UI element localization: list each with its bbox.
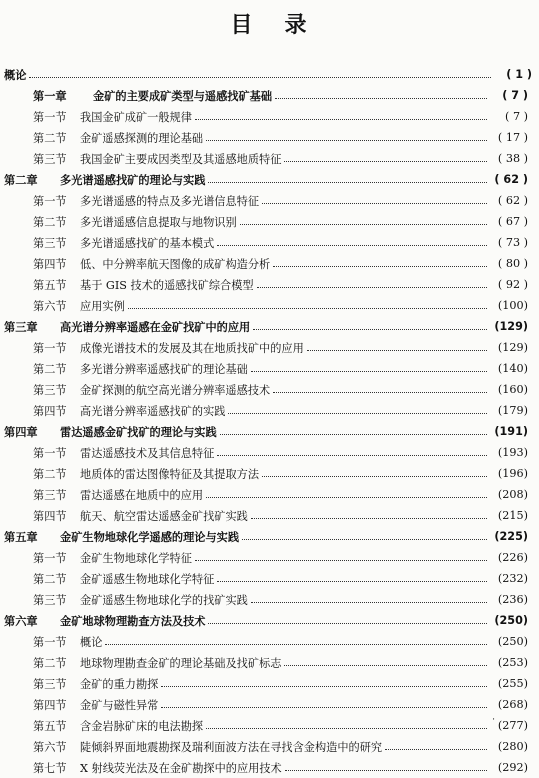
toc-section-row[interactable]: [0, 652, 528, 673]
toc-leader-dots: [275, 98, 487, 99]
toc-entry-label: 第六节: [33, 740, 67, 754]
toc-entry-title: 金矿与磁性异常: [80, 698, 159, 712]
toc-leader-dots: [206, 140, 487, 141]
toc-leader-dots: [251, 602, 487, 603]
toc-section-row[interactable]: [0, 463, 528, 484]
toc-entry-label: 第一节: [33, 446, 67, 460]
toc-section-row[interactable]: [0, 232, 528, 253]
toc-chapter-row[interactable]: [0, 316, 528, 337]
toc-entry-title: 金矿遥感生物地球化学特征: [80, 572, 215, 586]
toc-entry-label: 第二节: [33, 572, 67, 586]
toc-page-number: (226): [497, 551, 528, 564]
toc-page-number: (268): [497, 698, 528, 711]
toc-leader-dots: [253, 329, 487, 330]
toc-page-number: (232): [497, 572, 528, 585]
toc-leader-dots: [128, 308, 487, 309]
toc-section-row[interactable]: [0, 400, 528, 421]
toc-entry-label: 第一节: [33, 551, 67, 565]
toc-entry-title: 多光谱遥感找矿的基本模式: [80, 236, 215, 250]
toc-leader-dots: [195, 560, 487, 561]
toc-section-row[interactable]: [0, 589, 528, 610]
toc-page-number: (196): [497, 467, 528, 480]
toc-entry-label: 第一节: [33, 635, 67, 649]
toc-page-number: (208): [497, 488, 528, 501]
toc-section-row[interactable]: [0, 442, 528, 463]
toc-page-number: (253): [497, 656, 528, 669]
toc-leader-dots: [251, 371, 487, 372]
toc-leader-dots: [105, 644, 487, 645]
toc-entry-label: 第三节: [33, 236, 67, 250]
toc-section-row[interactable]: [0, 211, 528, 232]
toc-section-row[interactable]: [0, 736, 528, 757]
toc-section-row[interactable]: [0, 358, 528, 379]
toc-entry-label: 第二节: [33, 656, 67, 670]
toc-entry-title: 我国金矿主要成因类型及其遥感地质特征: [80, 152, 282, 166]
toc-page-number: ( 67 ): [497, 215, 528, 228]
toc-section-row[interactable]: [0, 148, 528, 169]
toc-page-number: ( 62 ): [494, 173, 528, 186]
toc-entry-label: 第五节: [33, 719, 67, 733]
toc-section-row[interactable]: [0, 127, 528, 148]
toc-section-row[interactable]: [0, 631, 528, 652]
toc-entry-title: 高光谱分辨率遥感在金矿找矿中的应用: [60, 320, 251, 334]
toc-leader-dots: [284, 161, 487, 162]
corner-mark: ·: [492, 715, 495, 725]
toc-entry-label: 第二节: [33, 362, 67, 376]
toc-entry-title: 多光谱遥感信息提取与地物识别: [80, 215, 237, 229]
toc-entry-title: 概论: [4, 68, 27, 82]
toc-section-row[interactable]: [0, 274, 528, 295]
toc-section-row[interactable]: [0, 568, 528, 589]
toc-leader-dots: [29, 77, 491, 78]
toc-entry-title: 含金岩脉矿床的电法勘探: [80, 719, 204, 733]
toc-entry-title: 多光谱遥感找矿的理论与实践: [60, 173, 206, 187]
toc-section-row[interactable]: [0, 253, 528, 274]
toc-leader-dots: [284, 665, 487, 666]
toc-section-row[interactable]: [0, 673, 528, 694]
title-char-2: 录: [284, 13, 309, 38]
toc-entry-title: 基于 GIS 技术的遥感找矿综合模型: [80, 278, 254, 292]
toc-entry-title: 陡倾斜界面地震勘探及瑞利面波方法在寻找含金构造中的研究: [80, 740, 383, 754]
toc-entry-label: 第一节: [33, 194, 67, 208]
toc-entry-title: 地质体的雷达图像特征及其提取方法: [80, 467, 260, 481]
toc-entry-title: 金矿的主要成矿类型与遥感找矿基础: [93, 89, 273, 103]
toc-leader-dots: [220, 434, 487, 435]
toc-entry-title: 金矿生物地球化学遥感的理论与实践: [60, 530, 240, 544]
toc-page-number: (280): [497, 740, 528, 753]
toc-entry-label: 第六节: [33, 299, 67, 313]
toc-entry-label: 第四章: [4, 425, 38, 439]
toc-leader-dots: [285, 770, 487, 771]
toc-page-number: (193): [497, 446, 528, 459]
toc-page-number: (160): [497, 383, 528, 396]
toc-entry-title: 金矿的重力勘探: [80, 677, 159, 691]
page-title: [0, 8, 539, 39]
toc-page-number: (129): [497, 341, 528, 354]
toc-leader-dots: [240, 224, 487, 225]
toc-leader-dots: [206, 728, 487, 729]
toc-page-number: (277): [497, 719, 528, 732]
toc-page-number: (140): [497, 362, 528, 375]
toc-leader-dots: [208, 623, 487, 624]
toc-entry-label: 第五节: [33, 278, 67, 292]
toc-entry-title: 我国金矿成矿一般规律: [80, 110, 192, 124]
toc-page-number: (191): [494, 425, 528, 438]
toc-leader-dots: [161, 707, 487, 708]
toc-page-number: (250): [497, 635, 528, 648]
toc-entry-label: 第四节: [33, 698, 67, 712]
toc-leader-dots: [273, 266, 487, 267]
toc-page-number: ( 73 ): [497, 236, 528, 249]
toc-page-number: (179): [497, 404, 528, 417]
toc-entry-title: 多光谱分辨率遥感找矿的理论基础: [80, 362, 248, 376]
toc-section-row[interactable]: [0, 484, 528, 505]
toc-section-row[interactable]: [0, 547, 528, 568]
toc-leader-dots: [257, 287, 487, 288]
toc-entry-label: 第三节: [33, 488, 67, 502]
toc-page-number: ( 92 ): [497, 278, 528, 291]
toc-entry-label: 第三节: [33, 152, 67, 166]
toc-entry-label: 第二节: [33, 131, 67, 145]
toc-leader-dots: [242, 539, 487, 540]
toc-entry-label: 第四节: [33, 509, 67, 523]
toc-entry-title: 低、中分辨率航天图像的成矿构造分析: [80, 257, 271, 271]
toc-leader-dots: [161, 686, 487, 687]
toc-section-row[interactable]: [0, 757, 528, 778]
toc-entry-label: 第六章: [4, 614, 38, 628]
toc-chapter-row[interactable]: [0, 526, 528, 547]
toc-entry-label: 第二章: [4, 173, 38, 187]
toc-page-number: ( 38 ): [497, 152, 528, 165]
toc-entry-title: 金矿遥感生物地球化学的找矿实践: [80, 593, 248, 607]
toc-entry-label: 第二节: [33, 215, 67, 229]
toc-page-number: ( 80 ): [497, 257, 528, 270]
toc-section-row[interactable]: [0, 694, 528, 715]
toc-page-number: (292): [497, 761, 528, 774]
toc-entry-title: 金矿遥感探测的理论基础: [80, 131, 204, 145]
toc-entry-label: 第二节: [33, 467, 67, 481]
toc-leader-dots: [251, 518, 487, 519]
toc-page-number: ( 7 ): [505, 110, 528, 123]
toc-entry-title: 概论: [80, 635, 103, 649]
toc-leader-dots: [385, 749, 487, 750]
toc-entry-title: 金矿地球物理勘查方法及技术: [60, 614, 206, 628]
toc-entry-label: 第三节: [33, 677, 67, 691]
toc-page-number: (236): [497, 593, 528, 606]
toc-page-number: ( 7 ): [502, 89, 528, 102]
toc-entry-label: 第三节: [33, 593, 67, 607]
toc-page-number: (225): [494, 530, 528, 543]
toc-entry-title: 多光谱遥感的特点及多光谱信息特征: [80, 194, 260, 208]
toc-page-number: (129): [494, 320, 528, 333]
toc-section-row[interactable]: [0, 379, 528, 400]
toc-section-row[interactable]: [0, 505, 528, 526]
toc-entry-title: 雷达遥感技术及其信息特征: [80, 446, 215, 460]
toc-chapter-row[interactable]: [0, 85, 528, 106]
toc-leader-dots: [307, 350, 487, 351]
toc-chapter-row[interactable]: [0, 169, 528, 190]
toc-page-number: (215): [497, 509, 528, 522]
toc-section-row[interactable]: [0, 715, 528, 736]
toc-section-row[interactable]: [0, 337, 528, 358]
toc-entry-title: 金矿生物地球化学特征: [80, 551, 192, 565]
toc-entry-label: 第一节: [33, 341, 67, 355]
toc-entry-label: 第四节: [33, 257, 67, 271]
toc-entry-title: 应用实例: [80, 299, 125, 313]
toc-leader-dots: [217, 245, 487, 246]
toc-section-row[interactable]: [0, 190, 528, 211]
toc-leader-dots: [262, 203, 487, 204]
toc-leader-dots: [273, 392, 487, 393]
toc-page-number: (255): [497, 677, 528, 690]
toc-entry-title: 成像光谱技术的发展及其在地质找矿中的应用: [80, 341, 304, 355]
toc-entry-title: 雷达遥感在地质中的应用: [80, 488, 204, 502]
toc-entry-label: 第三章: [4, 320, 38, 334]
toc-leader-dots: [217, 581, 487, 582]
toc-page-number: ( 62 ): [497, 194, 528, 207]
toc-chapter-row[interactable]: [0, 421, 528, 442]
toc-entry-label: 第七节: [33, 761, 67, 775]
toc-entry-title: 地球物理勘查金矿的理论基础及找矿标志: [80, 656, 282, 670]
toc-entry-title: 雷达遥感金矿找矿的理论与实践: [60, 425, 217, 439]
toc-entry-title: 航天、航空雷达遥感金矿找矿实践: [80, 509, 248, 523]
toc-leader-dots: [217, 455, 487, 456]
toc-leader-dots: [262, 476, 487, 477]
toc-page-number: (100): [497, 299, 528, 312]
toc-entry-label: 第一节: [33, 110, 67, 124]
title-char-1: 目: [230, 13, 255, 38]
toc-entry-title: X 射线荧光法及在金矿勘探中的应用技术: [80, 761, 282, 775]
toc-entry-label: 第三节: [33, 383, 67, 397]
toc-leader-dots: [195, 119, 487, 120]
toc-page-number: (250): [494, 614, 528, 627]
toc-leader-dots: [228, 413, 487, 414]
toc-entry-label: 第四节: [33, 404, 67, 418]
toc-entry-title: 金矿探测的航空高光谱分辨率遥感技术: [80, 383, 271, 397]
toc-section-row[interactable]: [0, 295, 528, 316]
toc-front-row[interactable]: [0, 64, 532, 85]
toc-page-number: ( 1 ): [506, 68, 532, 81]
toc-entry-label: 第五章: [4, 530, 38, 544]
toc-leader-dots: [208, 182, 487, 183]
toc-section-row[interactable]: [0, 106, 528, 127]
toc-chapter-row[interactable]: [0, 610, 528, 631]
toc-entry-title: 高光谱分辨率遥感找矿的实践: [80, 404, 226, 418]
toc-entry-label: 第一章: [33, 89, 67, 103]
toc-page-number: ( 17 ): [497, 131, 528, 144]
toc-leader-dots: [206, 497, 487, 498]
